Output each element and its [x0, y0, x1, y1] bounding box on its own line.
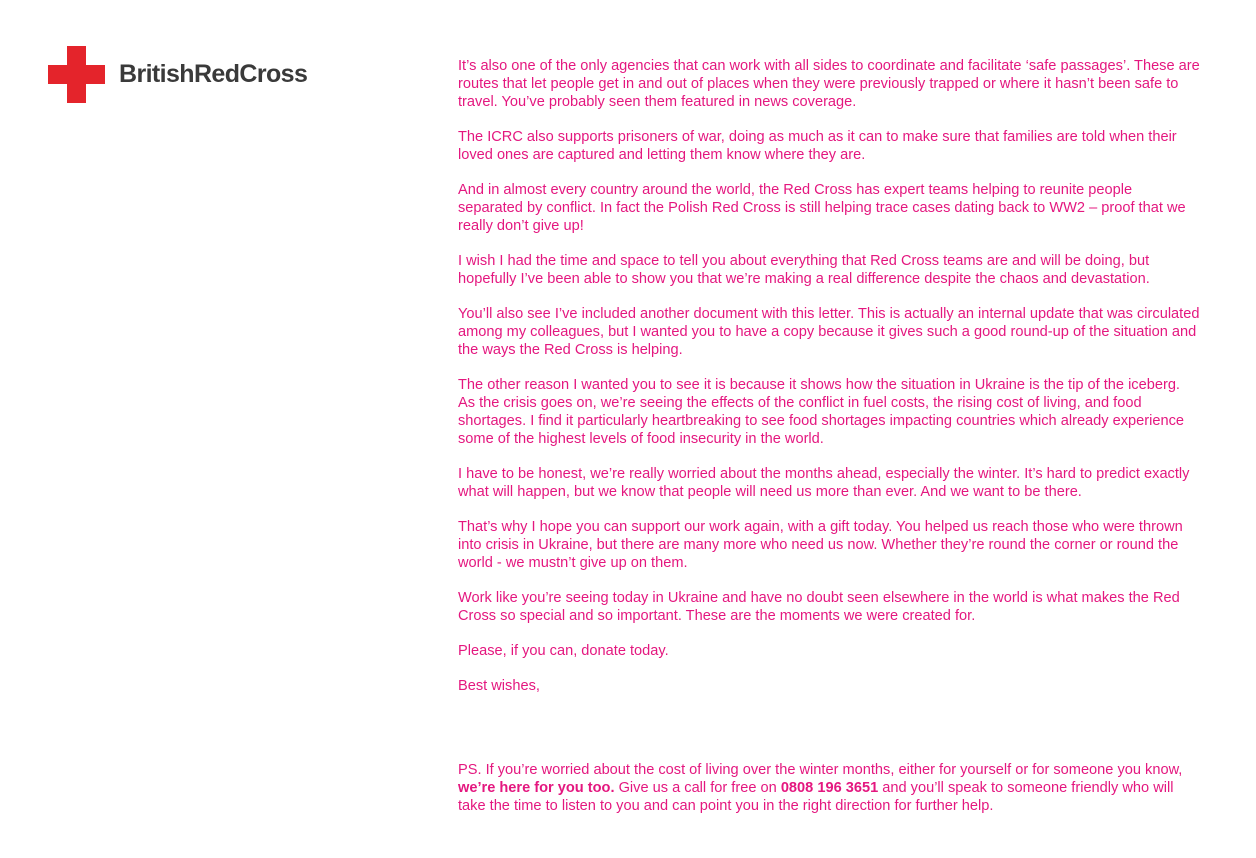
letter-paragraph: You’ll also see I’ve included another document with this letter. This is actually an internal update that was circulated among my colleagues, but I wanted you to have a copy because it gives such a good round-up of the situation and the ways the Red Cross is helping. — [458, 306, 1200, 358]
letter-signoff: Best wishes, — [458, 678, 540, 694]
cross-horizontal-bar — [48, 65, 105, 84]
letter-paragraph: The ICRC also supports prisoners of war, doing as much as it can to make sure that families are told when their loved ones are captured and letting them know where they are. — [458, 129, 1177, 163]
letter-body — [458, 57, 1200, 695]
letter-paragraph: I wish I had the time and space to tell you about everything that Red Cross teams are and will be doing, but hopefully I’ve been able to show you that we’re making a real difference despite the chaos and devastation. — [458, 253, 1150, 287]
ps-outro: and you’ll speak to someone friendly who will take the time to listen to you and can point you in the right direction for further help. — [458, 780, 1174, 814]
ps-intro: PS. If you’re worried about the cost of living over the winter months, either for yourself or for someone you know, — [458, 762, 1183, 778]
ps-phone-number: 0808 196 3651 — [780, 780, 879, 796]
postscript — [458, 761, 1200, 815]
brand-wordmark: BritishRedCross — [119, 59, 308, 88]
letter-paragraph: The other reason I wanted you to see it is because it shows how the situation in Ukraine is the tip of the iceberg. As the crisis goes on, we’re seeing the effects of the conflict in fuel costs, the rising cost of living, and food shortages. I find it particularly heartbreaking to see food shortages impacting countries which already experience some of the highest levels of food insecurity in the world. — [458, 377, 1185, 447]
letter-paragraph: I have to be honest, we’re really worried about the months ahead, especially the winter. It’s hard to predict exactly what will happen, but we know that people will need us more than ever. And we want to be there. — [458, 466, 1190, 500]
ps-middle: Give us a call for free on — [614, 780, 781, 796]
letter-paragraph: It’s also one of the only agencies that can work with all sides to coordinate and facilitate ‘safe passages’. These are routes that let people get in and out of places when they were previously trapped or where it hasn’t been safe to travel. You’ve probably seen them featured in news coverage. — [458, 58, 1200, 110]
letter-paragraph: Please, if you can, donate today. — [458, 643, 669, 659]
letter-paragraph: Work like you’re seeing today in Ukraine and have no doubt seen elsewhere in the world is what makes the Red Cross so special and so important. These are the moments we were created for. — [458, 590, 1180, 624]
letter-paragraph: That’s why I hope you can support our work again, with a gift today. You helped us reach those who were thrown into crisis in Ukraine, but there are many more who need us now. Whether they’re round the corner or round the world - we mustn’t give up on them. — [458, 519, 1183, 571]
letter-paragraph: And in almost every country around the world, the Red Cross has expert teams helping to reunite people separated by conflict. In fact the Polish Red Cross is still helping trace cases dating back to WW2 – proof that we really don’t give up! — [458, 182, 1186, 234]
ps-bold-phrase: we’re here for you too. — [458, 780, 615, 796]
red-cross-icon — [48, 46, 105, 103]
british-red-cross-logo — [48, 46, 307, 103]
